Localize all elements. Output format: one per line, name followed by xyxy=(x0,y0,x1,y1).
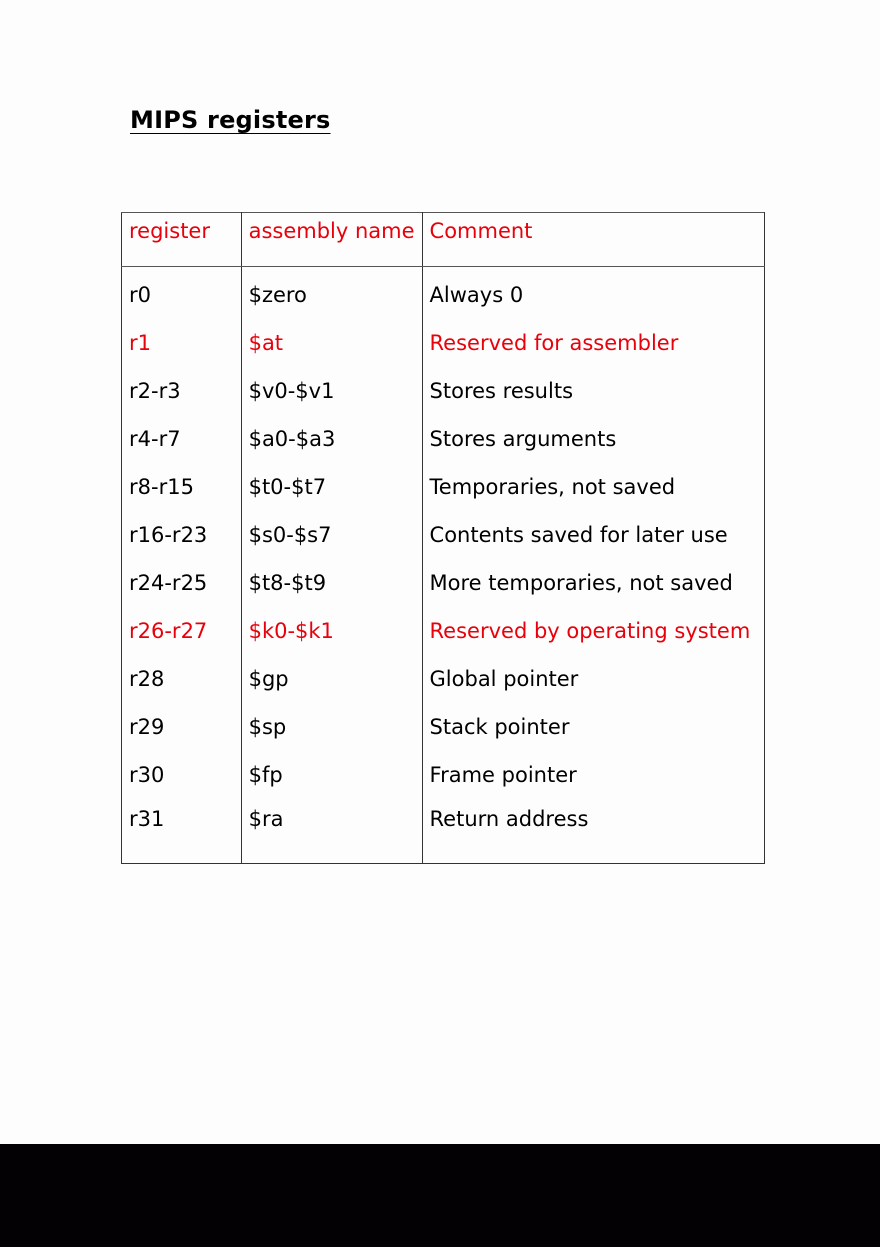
registers-table xyxy=(121,212,765,864)
cell-comment: Always 0 xyxy=(422,267,764,320)
cell-comment: Return address xyxy=(422,799,764,864)
cell-register: r29 xyxy=(122,703,242,751)
cell-register: r0 xyxy=(122,267,242,320)
cell-register: r4-r7 xyxy=(122,415,242,463)
cell-assembly-name: $a0-$a3 xyxy=(241,415,422,463)
table-row xyxy=(122,559,765,607)
cell-assembly-name: $sp xyxy=(241,703,422,751)
cell-register: r1 xyxy=(122,319,242,367)
cell-register: r28 xyxy=(122,655,242,703)
cell-register: r30 xyxy=(122,751,242,799)
table-row xyxy=(122,655,765,703)
cell-register: r2-r3 xyxy=(122,367,242,415)
table-row xyxy=(122,463,765,511)
cell-comment: More temporaries, not saved xyxy=(422,559,764,607)
cell-comment: Reserved by operating system xyxy=(422,607,764,655)
table-row xyxy=(122,511,765,559)
header-comment: Comment xyxy=(422,213,764,267)
table-row xyxy=(122,415,765,463)
cell-assembly-name: $v0-$v1 xyxy=(241,367,422,415)
cell-comment: Stack pointer xyxy=(422,703,764,751)
cell-register: r31 xyxy=(122,799,242,864)
cell-assembly-name: $ra xyxy=(241,799,422,864)
header-register: register xyxy=(122,213,242,267)
cell-assembly-name: $gp xyxy=(241,655,422,703)
cell-assembly-name: $fp xyxy=(241,751,422,799)
table-row xyxy=(122,607,765,655)
cell-comment: Global pointer xyxy=(422,655,764,703)
cell-assembly-name: $zero xyxy=(241,267,422,320)
cell-assembly-name: $k0-$k1 xyxy=(241,607,422,655)
cell-comment: Stores arguments xyxy=(422,415,764,463)
table-row xyxy=(122,319,765,367)
cell-assembly-name: $s0-$s7 xyxy=(241,511,422,559)
table-row xyxy=(122,367,765,415)
cell-comment: Temporaries, not saved xyxy=(422,463,764,511)
cell-register: r16-r23 xyxy=(122,511,242,559)
cell-comment: Contents saved for later use xyxy=(422,511,764,559)
cell-register: r26-r27 xyxy=(122,607,242,655)
cell-assembly-name: $at xyxy=(241,319,422,367)
cell-comment: Reserved for assembler xyxy=(422,319,764,367)
table-row xyxy=(122,751,765,799)
cell-assembly-name: $t0-$t7 xyxy=(241,463,422,511)
cell-register: r24-r25 xyxy=(122,559,242,607)
table-row xyxy=(122,703,765,751)
page-title: MIPS registers xyxy=(130,106,331,134)
table-row xyxy=(122,267,765,320)
cell-comment: Stores results xyxy=(422,367,764,415)
cell-comment: Frame pointer xyxy=(422,751,764,799)
cell-register: r8-r15 xyxy=(122,463,242,511)
header-assembly-name: assembly name xyxy=(241,213,422,267)
bottom-black-band xyxy=(0,1144,880,1247)
table-header-row xyxy=(122,213,765,267)
cell-assembly-name: $t8-$t9 xyxy=(241,559,422,607)
table-row xyxy=(122,799,765,864)
